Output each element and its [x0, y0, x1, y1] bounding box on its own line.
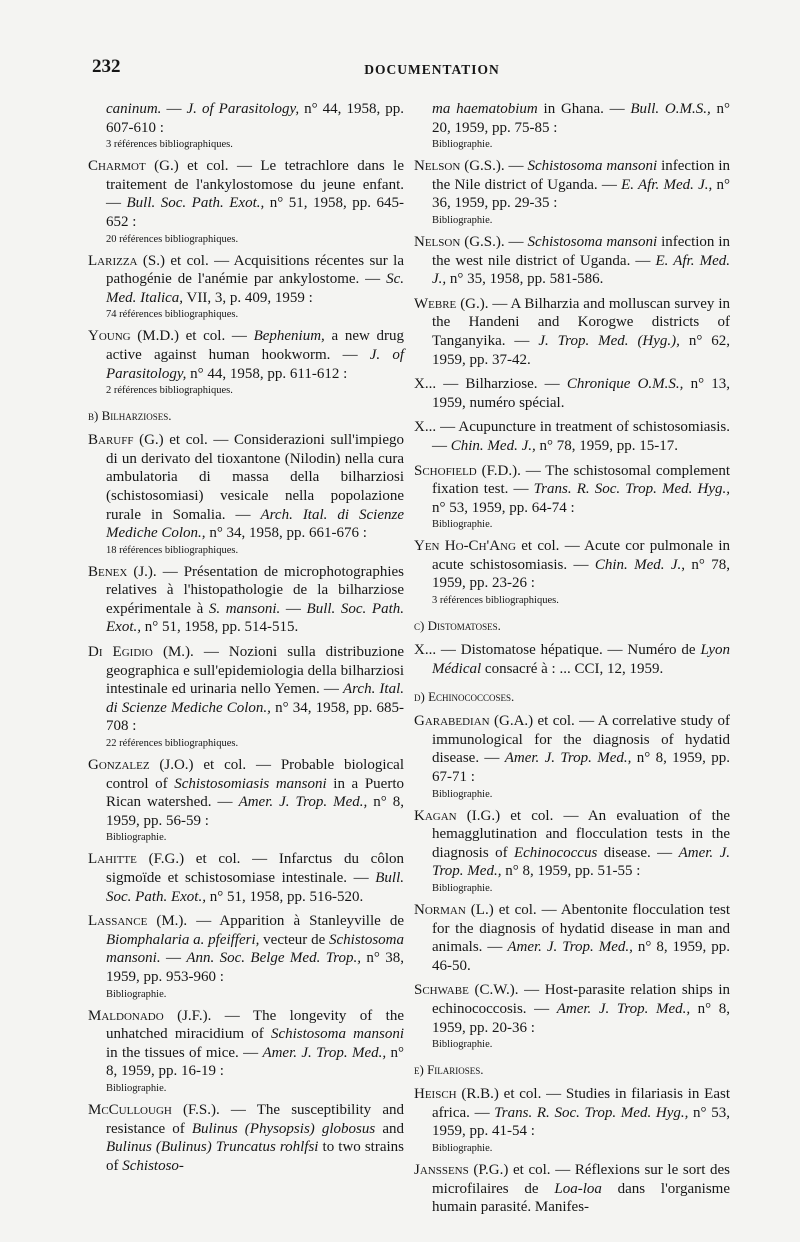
- entry-note: 20 références bibliographiques.: [106, 233, 239, 245]
- entry-italic-text: Sc. Med. Italica,: [106, 271, 404, 306]
- section-heading: d) Echinococcoses.: [414, 689, 515, 705]
- entry-italic-text: caninum.: [106, 101, 162, 117]
- entry-text: (G.A.) et col. — A correlative study of immunological for the diagnosis of hydatid disease. —: [432, 713, 730, 767]
- entry-note: Bibliographie.: [106, 1082, 167, 1094]
- entry-italic-text: Amer. J. Trop. Med.,: [507, 939, 633, 956]
- entry-italic-text: Bull. Soc. Path. Exot.,: [126, 195, 265, 212]
- entry-italic-text: Arch. Ital. di Scienze Mediche Colon.,: [106, 681, 404, 716]
- entry-note: 3 références bibliographiques.: [432, 595, 559, 607]
- entry-text: —: [280, 600, 307, 617]
- entry-text: (M.). — Apparition à Stanleyville de: [147, 913, 404, 930]
- entry-note: Bibliographie.: [432, 1142, 493, 1154]
- entry-italic-text: S. mansoni.: [208, 600, 281, 617]
- entry-italic-text: Arch. Ital. di Scienze Mediche Colon.,: [106, 506, 405, 542]
- entry-note: 22 références bibliographiques.: [106, 738, 239, 750]
- section-heading: e) Filarioses.: [414, 1062, 484, 1078]
- bibliography-entry: [88, 157, 404, 245]
- entry-text: (G.). — A Bilharzia and molluscan survey in the Handeni and Korogwe districts of Tanganyika. —: [432, 295, 730, 349]
- entry-italic-text: Amer. J. Trop. Med.,: [262, 1044, 387, 1061]
- entry-italic-text: Biomphalaria a. pfeifferi,: [106, 931, 260, 948]
- bibliography-entry: [414, 233, 730, 289]
- bibliography-entry: [414, 1085, 730, 1155]
- page-header: [92, 56, 772, 80]
- entry-text: n° 8, 1959, pp. 46-50.: [432, 939, 731, 974]
- entry-author: Garabedian: [414, 713, 490, 730]
- entry-text: and: [375, 1120, 404, 1137]
- right-column: [414, 100, 730, 1223]
- entry-note: Bibliographie.: [432, 214, 493, 226]
- entry-text: n° 51, 1958, pp. 516-520.: [205, 888, 364, 905]
- entry-italic-text: Amer. J. Trop. Med.,: [504, 750, 632, 767]
- entry-author: Heisch: [414, 1086, 457, 1103]
- entry-italic-text: Chronique O.M.S.,: [566, 376, 684, 393]
- entry-text: (F.D.). — The schistosomal complement fixation test. —: [432, 462, 730, 498]
- bibliography-entry: [414, 375, 730, 412]
- entry-text: n° 34, 1958, pp. 685-708 :: [106, 699, 404, 735]
- entry-author: Kagan: [414, 807, 457, 824]
- entry-text: (S.) et col. — Acquisitions récentes sur la pathogénie de l'anémie par ankylostome. —: [106, 252, 404, 288]
- entry-italic-text: Ann. Soc. Belge Med. Trop.,: [186, 950, 361, 967]
- entry-text: (M.). — Nozioni sulla distribuzione geographica e sull'epidemiologia della bilharziosi intestinale ed urinaria nello Yemen. —: [106, 644, 404, 698]
- bibliography-entry: [414, 641, 730, 678]
- bibliography-entry: [414, 295, 730, 369]
- entry-text: (J.F.). — The longevity of the unhatched miracidium of: [106, 1007, 404, 1043]
- entry-italic-text: E. Afr. Med. J.,: [432, 252, 730, 288]
- entry-author: Webre: [414, 295, 457, 312]
- entry-italic-text: Schistoso-: [122, 1157, 184, 1174]
- entry-text: (L.) et col. — Abentonite flocculation test for the diagnosis of hydatid disease in man and animals. —: [432, 902, 730, 956]
- entry-text: X... — Bilharziose. —: [414, 376, 567, 393]
- running-title: DOCUMENTATION: [364, 62, 500, 77]
- entry-note: Bibliographie.: [432, 519, 493, 531]
- entry-author: Lassance: [88, 913, 148, 930]
- entry-italic-text: Chin. Med. J.,: [594, 556, 686, 573]
- bibliography-entry: [414, 537, 730, 607]
- entry-text: a new drug active against human hookworm. —: [106, 328, 404, 363]
- entry-italic-text: Loa-loa: [554, 1180, 602, 1197]
- entry-author: Nelson: [414, 158, 461, 175]
- bibliography-entry: [414, 157, 730, 227]
- entry-text: n° 8, 1959, pp. 56-59 :: [106, 794, 405, 829]
- entry-text: (G.) et col. — Considerazioni sull'impiego di un derivato del tioxantone (Nilodin) nella cura ambulatoria di massa della bilharziosi (schistosomiasi) vesicale nella popolazione rurale in Somalia. —: [106, 432, 404, 523]
- entry-text: vecteur de: [259, 931, 330, 948]
- entry-author: Schwabe: [414, 982, 469, 999]
- entry-author: Norman: [414, 902, 466, 918]
- entry-text: VII, 3, p. 409, 1959 :: [183, 289, 313, 306]
- entry-text: n° 13, 1959, numéro spécial.: [432, 376, 730, 411]
- entry-text: n° 53, 1959, pp. 41-54 :: [432, 1104, 730, 1140]
- entry-note: 74 références bibliographiques.: [106, 309, 239, 321]
- entry-text: —: [161, 101, 187, 117]
- bibliography-entry: [88, 327, 404, 397]
- entry-author: Larizza: [88, 252, 138, 269]
- entry-text: n° 38, 1959, pp. 953-960 :: [106, 950, 404, 985]
- entry-text: n° 62, 1959, pp. 37-42.: [432, 332, 730, 368]
- entry-text: infection in the Nile district of Uganda. —: [432, 158, 730, 193]
- entry-text: (F.S.). — The susceptibility and resistance of: [106, 1101, 404, 1137]
- section-heading: c) Distomatoses.: [414, 618, 501, 634]
- entry-text: (J.O.) et col. — Probable biological control of: [106, 757, 404, 792]
- entry-italic-text: Bull. O.M.S.,: [630, 101, 711, 117]
- entry-author: Young: [88, 328, 131, 345]
- entry-text: n° 20, 1959, pp. 75-85 :: [432, 101, 730, 136]
- entry-text: (R.B.) et col. — Studies in filariasis in East africa. —: [432, 1086, 730, 1121]
- entry-italic-text: Amer. J. Trop. Med.,: [556, 1000, 691, 1017]
- entry-italic-text: Chin. Med. J.,: [450, 437, 536, 454]
- entry-italic-text: Bulinus (Physopsis) globosus: [191, 1120, 376, 1137]
- entry-author: Yen Ho-Ch'Ang: [414, 538, 516, 555]
- entry-note: 3 références bibliographiques.: [106, 139, 233, 151]
- entry-italic-text: Lyon Médical: [432, 642, 730, 677]
- entry-italic-text: ma haematobium: [432, 101, 538, 117]
- entry-author: Nelson: [414, 233, 461, 250]
- entry-text: infection in the west nile district of Uganda. —: [432, 233, 730, 269]
- entry-text: (M.D.) et col. —: [130, 328, 254, 345]
- entry-author: McCullough: [88, 1101, 172, 1118]
- entry-text: in Ghana. —: [537, 101, 631, 117]
- entry-text: (G.S.). —: [460, 158, 528, 175]
- entry-text: (J.). — Présentation de microphotographies relatives à l'histopathologie de la bilharziose expérimentale à: [106, 563, 404, 617]
- entry-text: n° 8, 1959, pp. 20-36 :: [432, 1000, 731, 1036]
- entry-text: dans l'organisme humain parasité. Manifes-: [432, 1180, 731, 1216]
- entry-italic-text: J. Trop. Med. (Hyg.),: [538, 332, 680, 349]
- entry-text: to two strains of: [106, 1139, 404, 1174]
- entry-italic-text: Schistosoma mansoni: [527, 233, 658, 250]
- entry-note: Bibliographie.: [432, 788, 493, 800]
- entry-italic-text: Trans. R. Soc. Trop. Med. Hyg.,: [494, 1104, 689, 1121]
- entry-italic-text: Schistosomiasis mansoni: [174, 775, 327, 792]
- entry-author: Di Egidio: [88, 644, 153, 661]
- entry-text: (C.W.). — Host-parasite relation ships in echinococcosis. —: [432, 982, 730, 1017]
- entry-italic-text: Bephenium,: [253, 328, 325, 345]
- entry-italic-text: Bull. Soc. Path. Exot.,: [106, 600, 404, 636]
- entry-author: Janssens: [414, 1161, 469, 1178]
- bibliography-entry: [414, 981, 730, 1051]
- entry-author: Lahitte: [88, 851, 137, 868]
- entry-note: Bibliographie.: [432, 139, 493, 151]
- bibliography-entry-continued: [88, 100, 404, 151]
- entry-italic-text: E. Afr. Med. J.,: [621, 176, 713, 193]
- entry-italic-text: J. of Parasitology,: [186, 101, 300, 117]
- entry-text: disease. —: [597, 844, 679, 861]
- entry-italic-text: Bulinus (Bulinus) Truncatus rohlfsi: [106, 1139, 319, 1156]
- entry-text: n° 51, 1958, pp. 645-652 :: [106, 195, 405, 230]
- bibliography-entry: [88, 563, 404, 637]
- entry-italic-text: Amer. J. Trop. Med.,: [238, 794, 368, 811]
- bibliography-entry: [88, 1007, 404, 1095]
- entry-italic-text: Echinococcus: [513, 844, 598, 861]
- entry-note: Bibliographie.: [432, 883, 493, 894]
- entry-text: (F.G.) et col. — Infarctus du côlon sigmoïde et schistosomiase intestinale. —: [106, 851, 404, 886]
- entry-text: n° 53, 1959, pp. 64-74 :: [432, 499, 575, 516]
- bibliography-entry: [414, 807, 730, 895]
- entry-italic-text: Schistosoma mansoni: [270, 1026, 404, 1043]
- entry-text: in a Puerto Rican watershed. —: [106, 775, 404, 811]
- bibliography-entry: [88, 756, 404, 844]
- entry-text: n° 8, 1959, pp. 67-71 :: [432, 750, 730, 786]
- bibliography-entry-continued: [414, 100, 730, 151]
- bibliography-entry: [414, 418, 730, 455]
- entry-italic-text: Schistosoma mansoni: [527, 158, 658, 175]
- entry-text: n° 44, 1958, pp. 611-612 :: [186, 365, 348, 382]
- entry-author: Charmot: [88, 158, 146, 175]
- entry-note: 18 références bibliographiques.: [106, 544, 239, 556]
- section-heading: b) Bilharzioses.: [88, 408, 172, 424]
- entry-text: et col. — Acute cor pulmonale in acute schistosomiasis. —: [432, 538, 731, 573]
- entry-text: n° 78, 1959, pp. 23-26 :: [432, 556, 731, 592]
- bibliography-entry: [88, 912, 404, 1000]
- entry-text: X... — Acupuncture in treatment of schistosomiasis. —: [414, 419, 730, 454]
- entry-author: Schofield: [414, 462, 477, 479]
- entry-text: X... — Distomatose hépatique. — Numéro de: [414, 642, 701, 659]
- bibliography-entry: [88, 643, 404, 750]
- entry-text: (G.S.). —: [460, 233, 528, 250]
- entry-text: (G.) et col. — Le tetrachlore dans le traitement de l'ankylostomose du jeune enfant. —: [106, 158, 404, 212]
- page-number: 232: [92, 56, 121, 77]
- bibliography-entry: [414, 462, 730, 532]
- bibliography-entry: [88, 1101, 404, 1175]
- entry-note: 2 références bibliographiques.: [106, 385, 233, 397]
- entry-text: n° 36, 1959, pp. 29-35 :: [432, 176, 730, 212]
- entry-note: Bibliographie.: [106, 988, 167, 1000]
- entry-italic-text: Trans. R. Soc. Trop. Med. Hyg.,: [533, 481, 730, 498]
- entry-note: Bibliographie.: [106, 832, 167, 844]
- entry-text: n° 8, 1959, pp. 51-55 :: [501, 863, 641, 880]
- bibliography-entry: [414, 1161, 730, 1217]
- entry-italic-text: J. of Parasitology,: [106, 346, 404, 382]
- entry-text: in the tissues of mice. —: [106, 1044, 263, 1061]
- bibliography-entry: [414, 712, 730, 800]
- entry-author: Benex: [88, 563, 128, 580]
- entry-author: Baruff: [88, 432, 134, 449]
- entry-text: n° 8, 1959, pp. 16-19 :: [106, 1044, 404, 1080]
- entry-author: Maldonado: [88, 1007, 164, 1024]
- entry-text: n° 51, 1958, pp. 514-515.: [141, 619, 299, 636]
- bibliography-entry: [88, 850, 404, 906]
- entry-text: —: [160, 950, 187, 967]
- entry-italic-text: Amer. J. Trop. Med.,: [432, 844, 730, 880]
- left-column: [88, 100, 404, 1181]
- entry-author: Gonzalez: [88, 757, 150, 774]
- entry-italic-text: Schistosoma mansoni.: [106, 931, 405, 967]
- entry-text: n° 78, 1959, pp. 15-17.: [535, 437, 678, 454]
- entry-note: Bibliographie.: [432, 1039, 493, 1051]
- entry-italic-text: Bull. Soc. Path. Exot.,: [106, 870, 404, 905]
- entry-text: consacré à : ... CCI, 12, 1959.: [481, 660, 664, 677]
- entry-text: n° 35, 1958, pp. 581-586.: [446, 271, 604, 288]
- entry-text: n° 44, 1958, pp. 607-610 :: [106, 101, 405, 136]
- entry-text: (I.G.) et col. — An evaluation of the hemagglutination and flocculation tests in the diagnosis of: [432, 807, 730, 861]
- entry-text: (P.G.) et col. — Réflexions sur le sort des microfilaires de: [432, 1161, 730, 1197]
- entry-text: n° 34, 1958, pp. 661-676 :: [205, 525, 367, 542]
- bibliography-entry: [88, 252, 404, 322]
- bibliography-entry: [88, 431, 404, 557]
- bibliography-entry: [414, 901, 730, 975]
